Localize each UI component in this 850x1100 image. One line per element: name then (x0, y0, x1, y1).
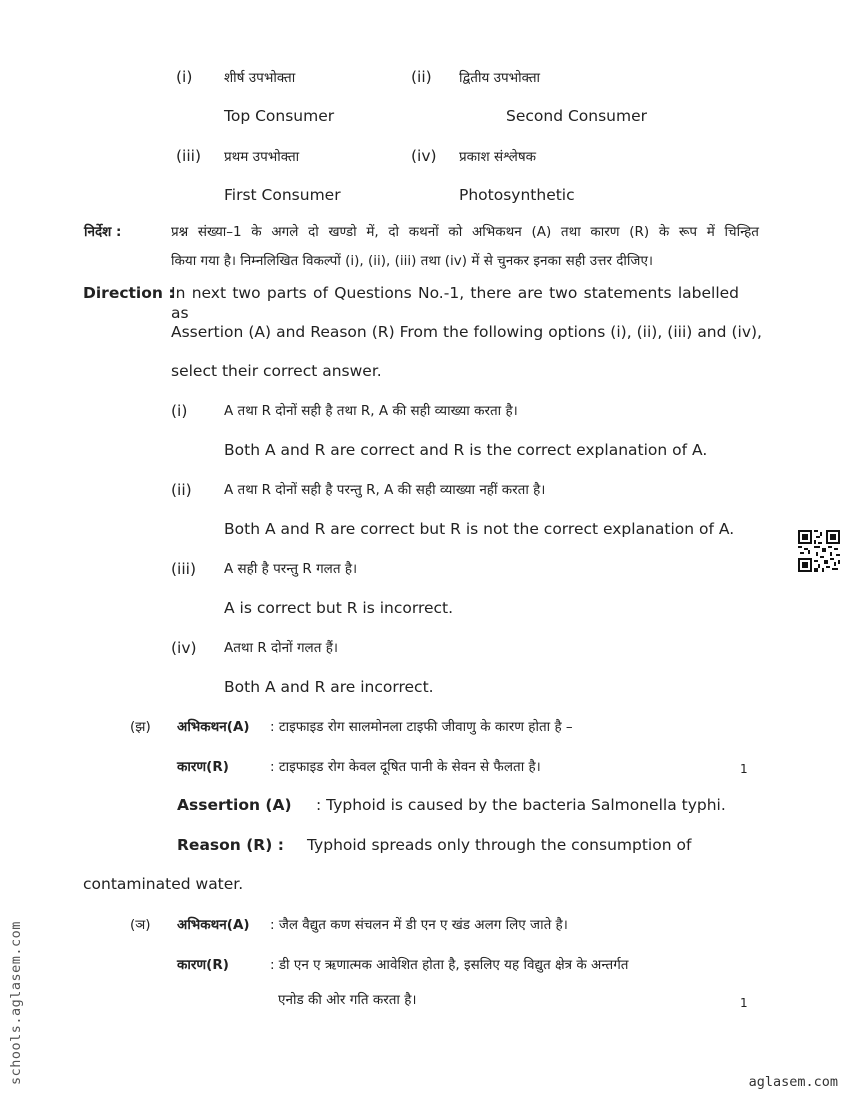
option-iii-hindi: प्रथम उपभोक्ता (224, 149, 300, 165)
question-jha-assertion-label-hindi: अभिकथन(A) (177, 719, 250, 735)
option-i-hindi: शीर्ष उपभोक्ता (224, 70, 296, 86)
answer-option-i-english: Both A and R are correct and R is the correct explanation of A. (224, 441, 708, 459)
option-ii-hindi: द्वितीय उपभोक्ता (459, 70, 541, 86)
question-jha-assertion-hindi: : टाइफाइड रोग सालमोनला टाइफी जीवाणु के कारण होता है – (270, 719, 573, 735)
option-iv-number: (iv) (411, 147, 437, 165)
answer-option-iv-english: Both A and R are incorrect. (224, 678, 434, 696)
question-ja-reason-hindi-line2: एनोड की ओर गति करता है। (278, 992, 417, 1008)
question-ja-reason-label-hindi: कारण(R) (177, 957, 229, 973)
answer-option-iv-number: (iv) (171, 639, 197, 657)
question-ja-assertion-label-hindi: अभिकथन(A) (177, 917, 250, 933)
answer-option-iv-hindi: Aतथा R दोनों गलत हैं। (224, 640, 338, 656)
question-jha-assertion-label-english: Assertion (A) (177, 796, 292, 814)
question-jha-reason-label-english: Reason (R) : (177, 836, 284, 854)
qr-code (798, 530, 840, 572)
question-jha-reason-hindi: : टाइफाइड रोग केवल दूषित पानी के सेवन से फैलता है। (270, 759, 541, 775)
option-iv-hindi: प्रकाश संश्लेषक (459, 149, 537, 165)
option-i-number: (i) (176, 68, 193, 86)
direction-hindi-line2: किया गया है। निम्नलिखित विकल्पों (i), (ii), (iii) तथा (iv) में से चुनकर इनका सही उत्तर दीजिए। (171, 253, 654, 269)
direction-english-line1: In next two parts of Questions No.-1, there are two statements labelled as (171, 284, 739, 322)
direction-english-line2: Assertion (A) and Reason (R) From the following options (i), (ii), (iii) and (iv), (171, 323, 762, 341)
answer-option-ii-number: (ii) (171, 481, 192, 499)
question-ja-reason-hindi-line1: : डी एन ए ऋणात्मक आवेशित होता है, इसलिए यह विद्युत क्षेत्र के अन्तर्गत (270, 957, 629, 973)
option-ii-number: (ii) (411, 68, 432, 86)
option-i-english: Top Consumer (224, 107, 335, 125)
question-ja-assertion-hindi: : जैल वैद्युत कण संचलन में डी एन ए खंड अलग लिए जाते है। (270, 917, 568, 933)
question-jha-number: (झ) (130, 719, 151, 735)
answer-option-i-number: (i) (171, 402, 188, 420)
question-jha-assertion-english: : Typhoid is caused by the bacteria Salmonella typhi. (316, 796, 726, 814)
answer-option-i-hindi: A तथा R दोनों सही है तथा R, A की सही व्याख्या करता है। (224, 403, 518, 419)
option-iv-english: Photosynthetic (459, 186, 575, 204)
footer-watermark: aglasem.com (748, 1074, 838, 1090)
question-jha-reason-label-hindi: कारण(R) (177, 759, 229, 775)
direction-hindi-label: निर्देश : (84, 224, 122, 240)
answer-option-iii-english: A is correct but R is incorrect. (224, 599, 454, 617)
answer-option-iii-number: (iii) (171, 560, 197, 578)
answer-option-ii-english: Both A and R are correct but R is not the correct explanation of A. (224, 520, 735, 538)
question-ja-marks: 1 (740, 996, 748, 1010)
question-jha-reason-english-continued: contaminated water. (83, 875, 244, 893)
side-watermark: schools.aglasem.com (8, 921, 24, 1085)
question-jha-marks: 1 (740, 762, 748, 776)
question-jha-reason-english: Typhoid spreads only through the consumption of (307, 836, 692, 854)
direction-hindi-line1: प्रश्न संख्या–1 के अगले दो खण्डो में, दो कथनों को अभिकथन (A) तथा कारण (R) के रूप में चिन्हित (171, 224, 759, 240)
answer-option-ii-hindi: A तथा R दोनों सही है परन्तु R, A की सही व्याख्या नहीं करता है। (224, 482, 546, 498)
question-ja-number: (ञ) (130, 917, 151, 933)
direction-english-label: Direction : (83, 284, 175, 302)
option-iii-english: First Consumer (224, 186, 341, 204)
option-iii-number: (iii) (176, 147, 202, 165)
option-ii-english: Second Consumer (506, 107, 648, 125)
direction-english-line3: select their correct answer. (171, 362, 382, 380)
answer-option-iii-hindi: A सही है परन्तु R गलत है। (224, 561, 358, 577)
